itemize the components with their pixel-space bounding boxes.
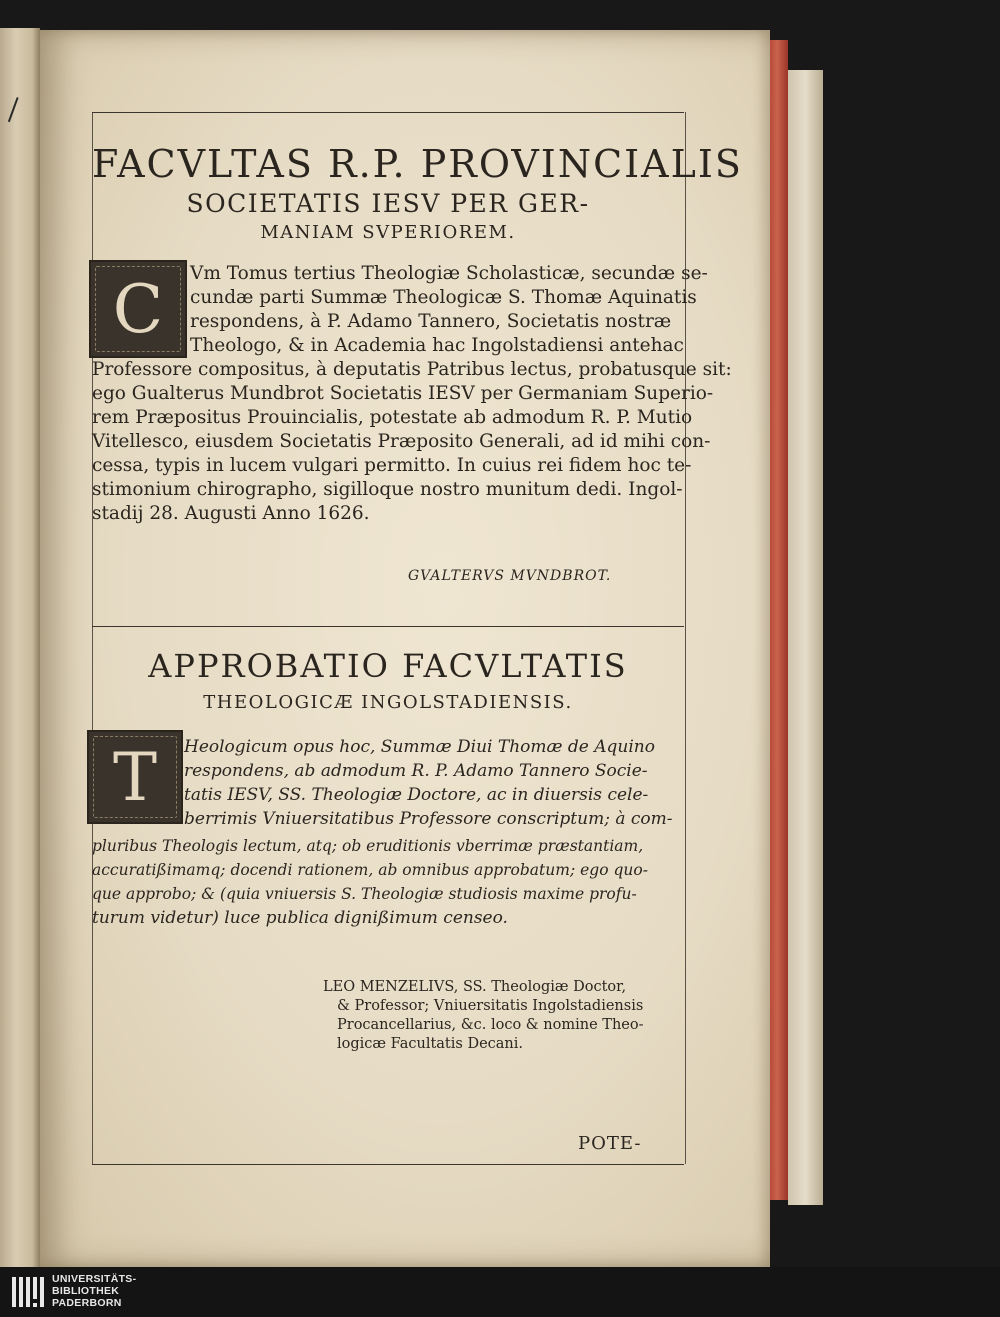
approbatio-dropcap-letter: T bbox=[112, 738, 158, 816]
approbatio-title-line2: THEOLOGICÆ INGOLSTADIENSIS. bbox=[203, 692, 573, 713]
library-footer bbox=[0, 1267, 1000, 1317]
red-page-edge bbox=[770, 40, 788, 1200]
approbatio-signature-line: LEO MENZELIVS, SS. Theologiæ Doctor, bbox=[323, 979, 627, 995]
left-page-edge bbox=[0, 28, 40, 1267]
facultas-body-line: cundæ parti Summæ Theologicæ S. Thomæ Aquinatis bbox=[190, 287, 697, 308]
facultas-title-line2: SOCIETATIS IESV PER GER- bbox=[186, 189, 590, 218]
facultas-body-line: Theologo, & in Academia hac Ingolstadiensi antehac bbox=[190, 335, 684, 356]
book-cover-edge bbox=[788, 70, 823, 1205]
approbatio-body-line: pluribus Theologis lectum, atq; ob eruditionis vberrimæ præstantiam, bbox=[92, 837, 644, 855]
facultas-body-line: stimonium chirographo, sigilloque nostro munitum dedi. Ingol- bbox=[92, 479, 683, 500]
approbatio-body-line: Heologicum opus hoc, Summæ Diui Thomæ de Aquino bbox=[184, 737, 655, 757]
facultas-dropcap-letter: C bbox=[112, 270, 164, 348]
library-name-line3: PADERBORN bbox=[52, 1297, 122, 1309]
facultas-body-line: cessa, typis in lucem vulgari permitto. In cuius rei fidem hoc te- bbox=[92, 455, 692, 476]
facultas-body-line: respondens, à P. Adamo Tannero, Societatis nostræ bbox=[190, 311, 672, 332]
approbatio-signature-line: logicæ Facultatis Decani. bbox=[337, 1036, 524, 1052]
facultas-body-line: ego Gualterus Mundbrot Societatis IESV per Germaniam Superio- bbox=[92, 383, 714, 404]
bottom-rule bbox=[92, 1164, 684, 1165]
library-name-line1: UNIVERSITÄTS- bbox=[52, 1273, 137, 1285]
approbatio-title-line1: APPROBATIO FACVLTATIS bbox=[148, 647, 628, 685]
middle-rule bbox=[92, 626, 684, 627]
top-rule bbox=[92, 112, 684, 113]
approbatio-body-line: tatis IESV, SS. Theologiæ Doctore, ac in diuersis cele- bbox=[184, 785, 649, 805]
approbatio-signature-line: Procancellarius, &c. loco & nomine Theo- bbox=[337, 1017, 644, 1033]
facultas-title-line1: FACVLTAS R.P. PROVINCIALIS bbox=[92, 142, 743, 186]
catchword: POTE- bbox=[578, 1133, 642, 1154]
approbatio-body-line: respondens, ab admodum R. P. Adamo Tannero Socie- bbox=[184, 761, 648, 781]
approbatio-signature-line: & Professor; Vniuersitatis Ingolstadiensis bbox=[337, 998, 644, 1014]
facultas-signature: GVALTERVS MVNDBROT. bbox=[408, 568, 612, 584]
approbatio-dropcap bbox=[87, 730, 183, 824]
facultas-body-line: Professore compositus, à deputatis Patribus lectus, probatusque sit: bbox=[92, 359, 732, 380]
approbatio-body-line: accuratißimamq; docendi rationem, ab omnibus approbatum; ego quo- bbox=[92, 861, 648, 879]
library-name-line2: BIBLIOTHEK bbox=[52, 1285, 120, 1297]
facultas-title-line3: MANIAM SVPERIOREM. bbox=[260, 222, 516, 243]
approbatio-body-line: que approbo; & (quia vniuersis S. Theologiæ studiosis maxime profu- bbox=[92, 885, 637, 903]
approbatio-body-line: turum videtur) luce publica dignißimum censeo. bbox=[92, 908, 508, 928]
facultas-body-line: stadij 28. Augusti Anno 1626. bbox=[92, 503, 370, 524]
facultas-dropcap bbox=[89, 260, 187, 358]
ink-mark bbox=[8, 97, 26, 125]
library-logo-icon bbox=[12, 1277, 54, 1307]
facultas-body-line: Vm Tomus tertius Theologiæ Scholasticæ, secundæ se- bbox=[190, 263, 708, 284]
facultas-body-line: rem Præpositus Prouincialis, potestate ab admodum R. P. Mutio bbox=[92, 407, 693, 428]
library-logo-text bbox=[52, 1273, 136, 1309]
approbatio-body-line: berrimis Vniuersitatibus Professore conscriptum; à com- bbox=[184, 809, 673, 829]
facultas-body-line: Vitellesco, eiusdem Societatis Præposito Generali, ad id mihi con- bbox=[92, 431, 711, 452]
